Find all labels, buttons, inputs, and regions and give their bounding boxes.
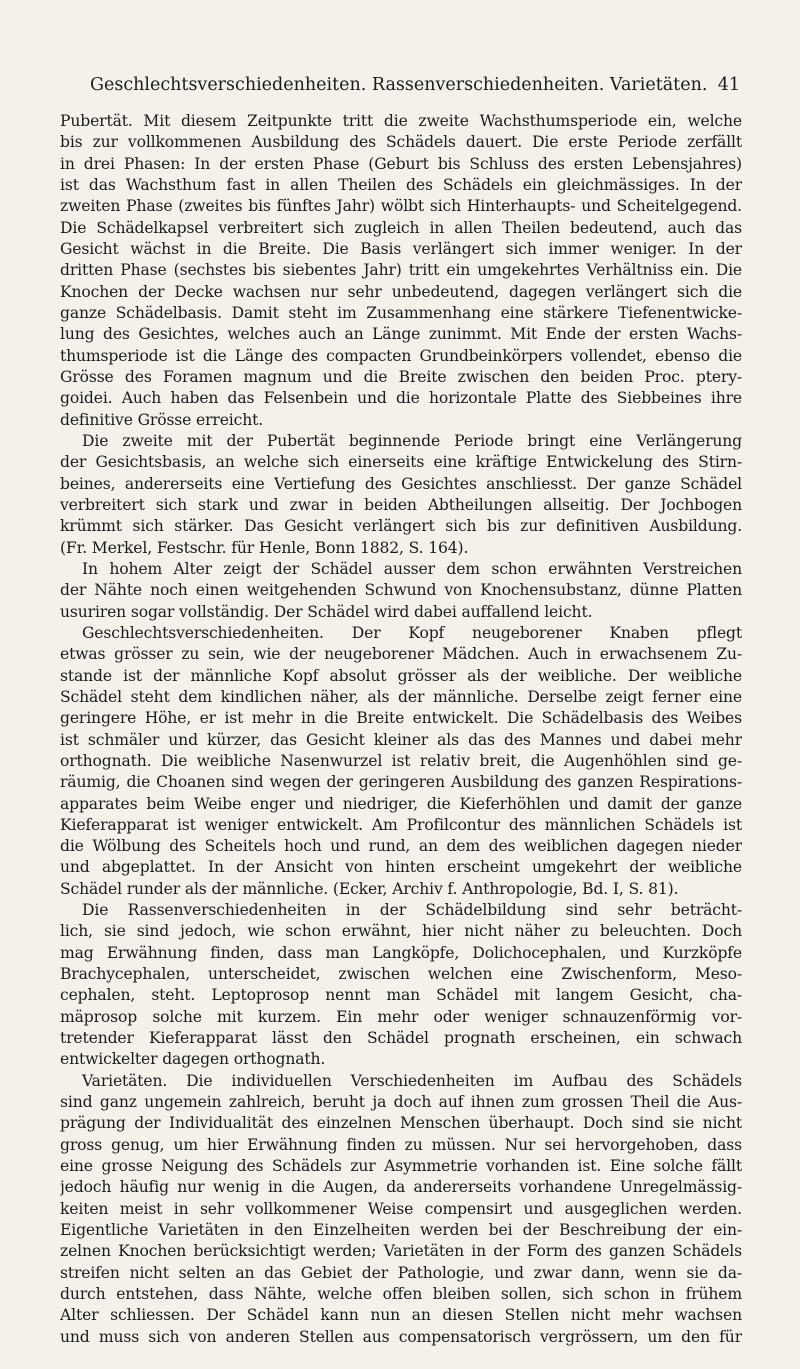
text-line: entwickelter dagegen orthognath. — [60, 1050, 326, 1069]
text-line: prägung der Individualität des einzelnen Menschen überhaupt. Doch sind sie nicht — [60, 1114, 742, 1133]
text-line: definitive Grösse erreicht. — [60, 410, 264, 429]
text-line: streifen nicht selten an das Gebiet der Pathologie, und zwar dann, wenn sie da- — [60, 1263, 742, 1282]
text-line: bis zur vollkommenen Ausbildung des Schädels dauert. Die erste Periode zerfällt — [60, 133, 742, 152]
text-line: Gesicht wächst in die Breite. Die Basis verlängert sich immer weniger. In der — [60, 239, 742, 258]
text-line: durch entstehen, dass Nähte, welche offen bleiben sollen, sich schon in frühem — [60, 1285, 742, 1304]
text-line: räumig, die Choanen sind wegen der geringeren Ausbildung des ganzen Respirations- — [60, 773, 742, 792]
text-line: die Wölbung des Scheitels hoch und rund, an dem des weiblichen dagegen nieder — [60, 837, 742, 856]
page-number: 41 — [717, 75, 740, 95]
text-line: der Nähte noch einen weitgehenden Schwund von Knochensubstanz, dünne Platten — [60, 581, 742, 600]
text-line: beines, andererseits eine Vertiefung des Gesichtes anschliesst. Der ganze Schädel — [60, 474, 742, 493]
text-line: orthognath. Die weibliche Nasenwurzel ist relativ breit, die Augenhöhlen sind ge- — [60, 751, 742, 770]
text-line: Knochen der Decke wachsen nur sehr unbedeutend, dagegen verlängert sich die — [60, 282, 742, 301]
running-title: Geschlechtsverschiedenheiten. Rassenverschiedenheiten. Varietäten. — [90, 75, 708, 95]
text-line: gross genug, um hier Erwähnung finden zu müssen. Nur sei hervorgehoben, dass — [60, 1135, 742, 1154]
text-line: krümmt sich stärker. Das Gesicht verlängert sich bis zur definitiven Ausbildung. — [60, 517, 742, 536]
text-line: ist schmäler und kürzer, das Gesicht kleiner als das des Mannes und dabei mehr — [60, 730, 742, 749]
text-line: usuriren sogar vollständig. Der Schädel wird dabei auffallend leicht. — [60, 602, 593, 621]
text-line: zweiten Phase (zweites bis fünftes Jahr) wölbt sich Hinterhaupts- und Scheitelgegend. — [60, 197, 742, 216]
text-line: und abgeplattet. In der Ansicht von hinten erscheint umgekehrt der weibliche — [60, 858, 742, 877]
text-line: Grösse des Foramen magnum und die Breite zwischen den beiden Proc. ptery- — [60, 367, 742, 386]
text-line: Die Rassenverschiedenheiten in der Schädelbildung sind sehr beträcht- — [82, 901, 742, 920]
text-line: stande ist der männliche Kopf absolut grösser als der weibliche. Der weibliche — [60, 666, 742, 685]
body-text — [60, 111, 742, 1369]
text-line: (Fr. Merkel, Festschr. für Henle, Bonn 1882, S. 164). — [60, 538, 469, 557]
text-line: ist das Wachsthum fast in allen Theilen des Schädels ein gleichmässiges. In der — [60, 175, 742, 194]
text-line: mäprosop solche mit kurzem. Ein mehr oder weniger schnauzenförmig vor- — [60, 1007, 742, 1026]
text-line: geringere Höhe, er ist mehr in die Breite entwickelt. Die Schädelbasis des Weibes — [60, 709, 742, 728]
text-line: Varietäten. Die individuellen Verschiedenheiten im Aufbau des Schädels — [82, 1071, 742, 1090]
text-line: eine grosse Neigung des Schädels zur Asymmetrie vorhanden ist. Eine solche fällt — [60, 1157, 742, 1176]
text-line: verbreitert sich stark und zwar in beiden Abtheilungen allseitig. Der Jochbogen — [60, 495, 742, 514]
text-line: Kieferapparat ist weniger entwickelt. Am Profilcontur des männlichen Schädels ist — [60, 815, 742, 834]
text-line: Brachycephalen, unterscheidet, zwischen welchen eine Zwischenform, Meso- — [60, 965, 742, 984]
text-line: apparates beim Weibe enger und niedriger, die Kieferhöhlen und damit der ganze — [60, 794, 742, 813]
text-line: keiten meist in sehr vollkommener Weise compensirt und ausgeglichen werden. — [60, 1199, 742, 1218]
text-line: in drei Phasen: In der ersten Phase (Geburt bis Schluss des ersten Lebensjahres) — [60, 154, 742, 173]
text-line: Pubertät. Mit diesem Zeitpunkte tritt die zweite Wachsthumsperiode ein, welche — [60, 112, 742, 130]
text-line: In hohem Alter zeigt der Schädel ausser dem schon erwähnten Verstreichen — [82, 559, 742, 578]
text-line: goidei. Auch haben das Felsenbein und die horizontale Platte des Siebbeines ihre — [60, 389, 742, 408]
text-line: jedoch häufig nur wenig in die Augen, da andererseits vorhandene Unregelmässig- — [60, 1178, 742, 1197]
text-line: etwas grösser zu sein, wie der neugeborener Mädchen. Auch in erwachsenem Zu- — [60, 645, 742, 664]
text-line: tretender Kieferapparat lässt den Schädel prognath erscheinen, ein schwach — [60, 1029, 742, 1048]
text-line: und muss sich von anderen Stellen aus compensatorisch vergrössern, um den für — [60, 1327, 742, 1346]
text-line: Alter schliessen. Der Schädel kann nun an diesen Stellen nicht mehr wachsen — [60, 1306, 742, 1325]
text-line: Eigentliche Varietäten in den Einzelheiten werden bei der Beschreibung der ein- — [60, 1221, 742, 1240]
text-line: Schädel runder als der männliche. (Ecker, Archiv f. Anthropologie, Bd. I, S. 81). — [60, 879, 679, 898]
text-line: thumsperiode ist die Länge des compacten Grundbeinkörpers vollendet, ebenso die — [60, 346, 742, 365]
text-line: der Gesichtsbasis, an welche sich einerseits eine kräftige Entwickelung des Stirn- — [60, 453, 742, 472]
text-line: Geschlechtsverschiedenheiten. Der Kopf neugeborener Knaben pflegt — [82, 623, 742, 642]
text-line: Die zweite mit der Pubertät beginnende Periode bringt eine Verlängerung — [82, 431, 742, 450]
text-line: cephalen, steht. Leptoprosop nennt man Schädel mit langem Gesicht, cha- — [60, 986, 742, 1005]
text-line: dritten Phase (sechstes bis siebentes Jahr) tritt ein umgekehrtes Verhältniss ein. Die — [60, 261, 742, 280]
running-header — [60, 72, 740, 98]
text-line — [60, 1348, 742, 1369]
text-line: zelnen Knochen berücksichtigt werden; Varietäten in der Form des ganzen Schädels — [60, 1242, 742, 1261]
text-line: mag Erwähnung finden, dass man Langköpfe, Dolichocephalen, und Kurzköpfe — [60, 943, 742, 962]
text-line: sind ganz ungemein zahlreich, beruht ja doch auf ihnen zum grossen Theil die Aus- — [60, 1093, 742, 1112]
text-line: lung des Gesichtes, welches auch an Länge zunimmt. Mit Ende der ersten Wachs- — [60, 325, 742, 344]
text-line: lich, sie sind jedoch, wie schon erwähnt, hier nicht näher zu beleuchten. Doch — [60, 922, 742, 941]
text-line: Schädel steht dem kindlichen näher, als der männliche. Derselbe zeigt ferner eine — [60, 687, 742, 706]
text-line: Die Schädelkapsel verbreitert sich zugleich in allen Theilen bedeutend, auch das — [60, 218, 742, 237]
text-line: ganze Schädelbasis. Damit steht im Zusammenhang eine stärkere Tiefenentwicke- — [60, 303, 742, 322]
